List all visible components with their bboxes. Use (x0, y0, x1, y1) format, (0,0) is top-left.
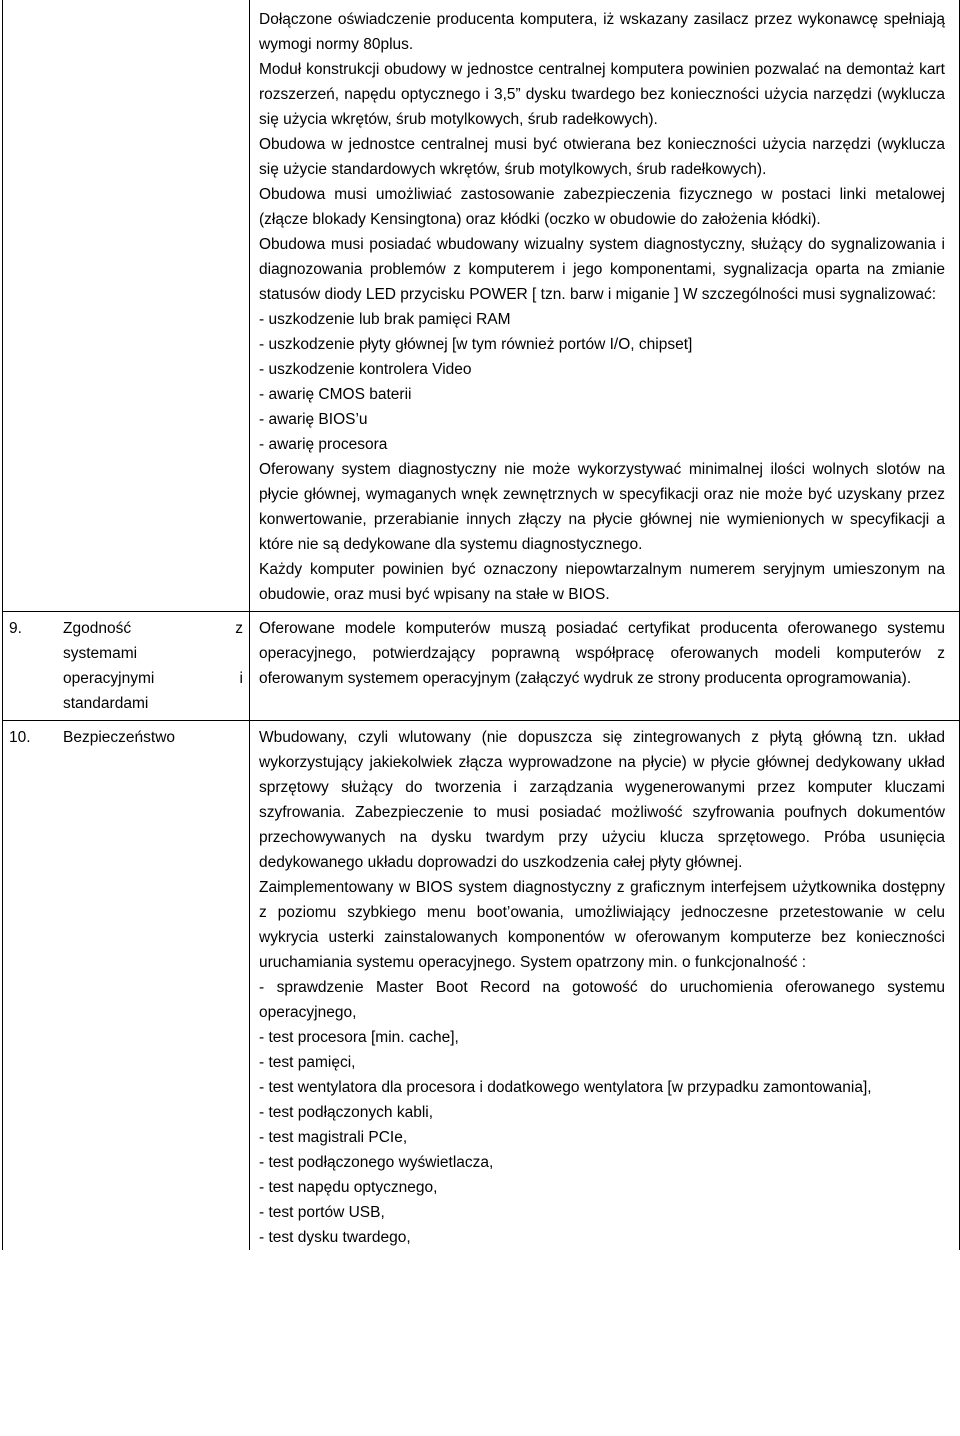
list-item-mbr: - sprawdzenie Master Boot Record na gotowość do uruchomienia oferowanego systemu operacyjnego, (259, 979, 945, 1021)
paragraph-serial-number: Każdy komputer powinien być oznaczony niepowtarzalnym numerem seryjnym umieszonym na obudowie, oraz musi być wpisany na stałe w BIOS. (259, 561, 945, 603)
list-item-hdd-test: - test dysku twardego, (259, 1229, 411, 1246)
table-row-9 (3, 612, 960, 721)
specification-table (2, 0, 960, 1250)
list-item-cpu: - awarię procesora (259, 436, 388, 453)
row-number: 10. (9, 729, 31, 746)
list-item-usb-test: - test portów USB, (259, 1204, 385, 1221)
paragraph-tpm: Wbudowany, czyli wlutowany (nie dopuszcza się zintegrowanych z płytą główną tzn. układ wykorzystujący jakiekolwiek złącza wyprowadzone na płycie) w płycie głównej dedykowany układ sprzętowy służący do tworzenia i zarządzania wygenerowanymi przez komputer kluczami szyfrowania. Zabezpieczenie to musi posiadać możliwość szyfrowania poufnych dokumentów przechowywanych na dysku twardym przy użyciu klucza sprzętowego. Próba usunięcia dedykowanego układu doprowadzi do uszkodzenia całej płyty głównej. (259, 729, 945, 871)
list-item-optical-test: - test napędu optycznego, (259, 1179, 438, 1196)
table-row-continuation (3, 0, 960, 612)
paragraph-os-certificate: Oferowane modele komputerów muszą posiadać certyfikat producenta oferowanego systemu operacyjnego, potwierdzający poprawną współpracę oferowanych modeli komputerów z oferowanym systemem operacyjnym (załączyć wydruk ze strony producenta oprogramowania). (259, 620, 945, 687)
paragraph-diagnostic-slots: Oferowany system diagnostyczny nie może wykorzystywać minimalnej ilości wolnych slotów na płycie głównej, wymaganych wnęk zewnętrznych w specyfikacji oraz nie może być uzyskany przez konwertowanie, przerabianie innych złączy na płycie głównej nie wymienionych w specyfikacji a które nie są dedykowane dla systemu diagnostycznego. (259, 461, 945, 553)
table-row-10 (3, 721, 960, 1251)
list-item-cpu-test: - test procesora [min. cache], (259, 1029, 459, 1046)
label-cell-9 (3, 612, 250, 721)
row-label (63, 616, 243, 716)
paragraph-case-opening: Obudowa w jednostce centralnej musi być otwierana bez konieczności użycia narzędzi (wyklucza się użycie standardowych wkrętów, śrub motylkowych, śrub radełkowych). (259, 136, 945, 178)
list-item-bios: - awarię BIOS’u (259, 411, 368, 428)
list-item-memory-test: - test pamięci, (259, 1054, 356, 1071)
row-number: 9. (9, 620, 22, 637)
paragraph-psu-statement: Dołączone oświadczenie producenta komputera, iż wskazany zasilacz przez wykonawcę spełniają wymogi normy 80plus. (259, 11, 945, 53)
row-label-word: systemami (63, 645, 138, 662)
list-item-cmos: - awarię CMOS baterii (259, 386, 412, 403)
content-cell (250, 612, 960, 721)
list-item-motherboard: - uszkodzenie płyty głównej [w tym również portów I/O, chipset] (259, 336, 693, 353)
list-item-video: - uszkodzenie kontrolera Video (259, 361, 472, 378)
paragraph-kensington: Obudowa musi umożliwiać zastosowanie zabezpieczenia fizycznego w postaci linki metalowej (złącze blokady Kensingtona) oraz kłódki (oczko w obudowie do założenia kłódki). (259, 186, 945, 228)
list-item-display-test: - test podłączonego wyświetlacza, (259, 1154, 494, 1171)
list-item-fan-test: - test wentylatora dla procesora i dodatkowego wentylatora [w przypadku zamontowania], (259, 1079, 872, 1096)
content-cell (250, 0, 960, 612)
row-label: Bezpieczeństwo (63, 729, 176, 746)
list-item-ram: - uszkodzenie lub brak pamięci RAM (259, 311, 511, 328)
list-item-pcie-test: - test magistrali PCIe, (259, 1129, 408, 1146)
paragraph-bios-diagnostics: Zaimplementowany w BIOS system diagnostyczny z graficznym interfejsem użytkownika dostępny z poziomu szybkiego menu boot’owania, umożliwiający jednoczesne przetestowanie w celu wykrycia usterki zainstalowanych komponentów w oferowanym komputerze bez konieczności uruchamiania systemu operacyjnego. System opatrzony min. o funkcjonalność : (259, 879, 945, 971)
label-cell-10 (3, 721, 250, 1251)
label-cell-empty (3, 0, 250, 612)
paragraph-case-module: Moduł konstrukcji obudowy w jednostce centralnej komputera powinien pozwalać na demontaż kart rozszerzeń, napędu optycznego i 3,5” dysku twardego bez konieczności użycia narzędzi (wyklucza się użycia wkrętów, śrub motylkowych, śrub radełkowych). (259, 61, 945, 128)
row-label-word: i (239, 670, 243, 687)
row-label-word: operacyjnymi (63, 670, 155, 687)
list-item-cable-test: - test podłączonych kabli, (259, 1104, 434, 1121)
row-label-word: standardami (63, 695, 149, 712)
content-cell (250, 721, 960, 1251)
row-label-word: Zgodność (63, 620, 132, 637)
paragraph-diagnostic-system: Obudowa musi posiadać wbudowany wizualny system diagnostyczny, służący do sygnalizowania i diagnozowania problemów z komputerem i jego komponentami, sygnalizacja oparta na zmianie statusów diody LED przycisku POWER [ tzn. barw i miganie ] W szczególności musi sygnalizować: (259, 236, 945, 303)
row-label-word: z (235, 620, 243, 637)
